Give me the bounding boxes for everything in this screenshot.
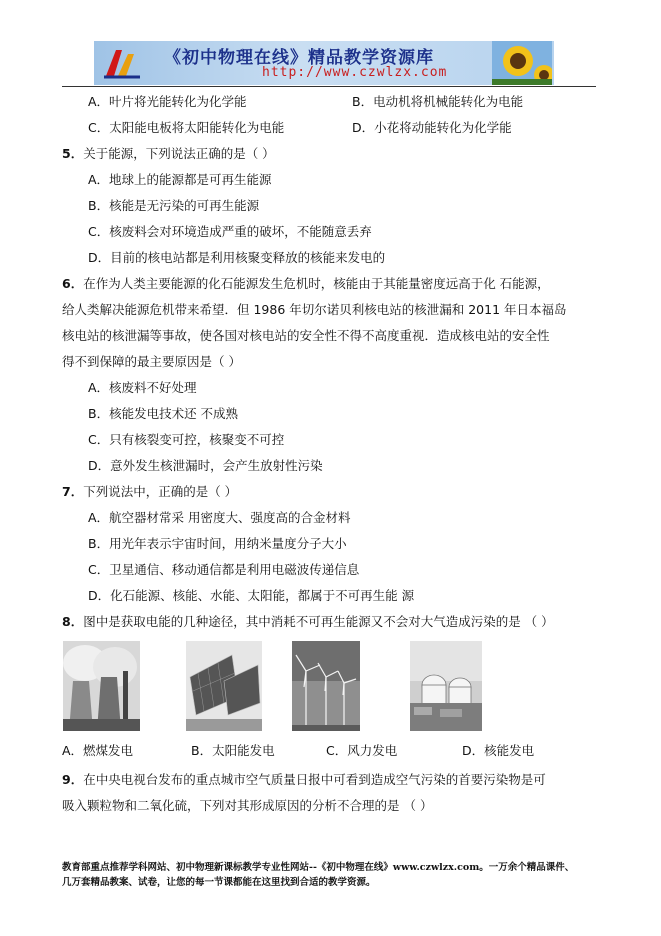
site-url[interactable]: http://www.czwlzx.com xyxy=(262,65,448,80)
q7-stem xyxy=(62,484,237,500)
q8-caption-d: D．核能发电 xyxy=(462,743,535,758)
q6-stem-line-3: 核电站的核泄漏等事故，使各国对核电站的安全性不得不高度重视．造成核电站的安全性 xyxy=(62,328,550,343)
q6-option-b: B．核能发电技术还 不成熟 xyxy=(88,406,239,421)
sunflower-icon xyxy=(492,41,552,85)
q9-number: 9． xyxy=(62,772,84,787)
nuclear-power-plant-image xyxy=(410,641,482,731)
q5-text: 关于能源，下列说法正确的是（ ） xyxy=(83,146,275,161)
q6-option-a: A．核废料不好处理 xyxy=(88,380,197,395)
q6-option-c: C．只有核裂变可控，核聚变不可控 xyxy=(88,432,285,447)
q5-option-c: C．核废料会对环境造成严重的破坏，不能随意丢弃 xyxy=(88,224,372,239)
q7-option-b: B．用光年表示宇宙时间，用纳米量度分子大小 xyxy=(88,536,347,551)
q8-stem xyxy=(62,614,554,630)
q5-option-d: D．目前的核电站都是利用核聚变释放的核能来发电的 xyxy=(88,250,386,265)
q8-caption-a: A．燃煤发电 xyxy=(62,743,134,758)
q9-stem-line-1 xyxy=(62,772,546,788)
q6-stem-line-2: 给人类解决能源危机带来希望．但 1986 年切尔诺贝利核电站的核泄漏和 2011 年日本福岛 xyxy=(62,302,567,317)
q9-stem-line-2: 吸入颗粒物和二氧化硫，下列对其形成原因的分析不合理的是 （ ） xyxy=(62,798,433,813)
q5-stem xyxy=(62,146,275,162)
q5-number: 5． xyxy=(62,146,84,161)
q7-option-d: D．化石能源、核能、水能、太阳能，都属于不可再生能 源 xyxy=(88,588,415,603)
q6-stem-line-1 xyxy=(62,276,550,292)
q5-option-b: B．核能是无污染的可再生能源 xyxy=(88,198,260,213)
q4-option-a: A．叶片将光能转化为化学能 xyxy=(88,94,247,109)
q4-option-d: D．小花将动能转化为化学能 xyxy=(352,120,512,135)
wind-turbine-image xyxy=(292,641,360,731)
header-banner xyxy=(94,41,554,85)
q7-number: 7． xyxy=(62,484,84,499)
site-title: 《初中物理在线》精品教学资源库 xyxy=(164,48,434,68)
q4-option-b: B．电动机将机械能转化为电能 xyxy=(352,94,524,109)
q5-option-a: A．地球上的能源都是可再生能源 xyxy=(88,172,272,187)
q8-number: 8． xyxy=(62,614,84,629)
q7-text: 下列说法中，正确的是（ ） xyxy=(83,484,238,499)
q7-option-a: A．航空器材常采 用密度大、强度高的合金材料 xyxy=(88,510,351,525)
q6-text-1: 在作为人类主要能源的化石能源发生危机时，核能由于其能量密度远高于化 石能源， xyxy=(83,276,550,291)
q4-option-c: C．太阳能电板将太阳能转化为电能 xyxy=(88,120,285,135)
q7-option-c: C．卫星通信、移动通信都是利用电磁波传递信息 xyxy=(88,562,360,577)
site-logo-icon xyxy=(102,46,142,80)
q6-stem-line-4: 得不到保障的最主要原因是（ ） xyxy=(62,354,241,369)
footer-line-1: 教育部重点推荐学科网站、初中物理新课标教学专业性网站--《初中物理在线》www.czwlzx.com。一万余个精品课件、 xyxy=(62,862,575,873)
header-divider xyxy=(62,86,596,87)
q9-text-1: 在中央电视台发布的重点城市空气质量日报中可看到造成空气污染的首要污染物是可 xyxy=(83,772,546,787)
coal-power-plant-image xyxy=(63,641,140,731)
solar-panel-image xyxy=(186,641,262,731)
q6-option-d: D．意外发生核泄漏时，会产生放射性污染 xyxy=(88,458,323,473)
q8-caption-c: C．风力发电 xyxy=(326,743,398,758)
q6-number: 6． xyxy=(62,276,84,291)
q8-caption-b: B．太阳能发电 xyxy=(191,743,275,758)
footer-line-2: 几万套精品教案、试卷，让您的每一节课都能在这里找到合适的教学资源。 xyxy=(62,877,376,888)
q8-text: 图中是获取电能的几种途径，其中消耗不可再生能源又不会对大气造成污染的是 （ ） xyxy=(83,614,554,629)
